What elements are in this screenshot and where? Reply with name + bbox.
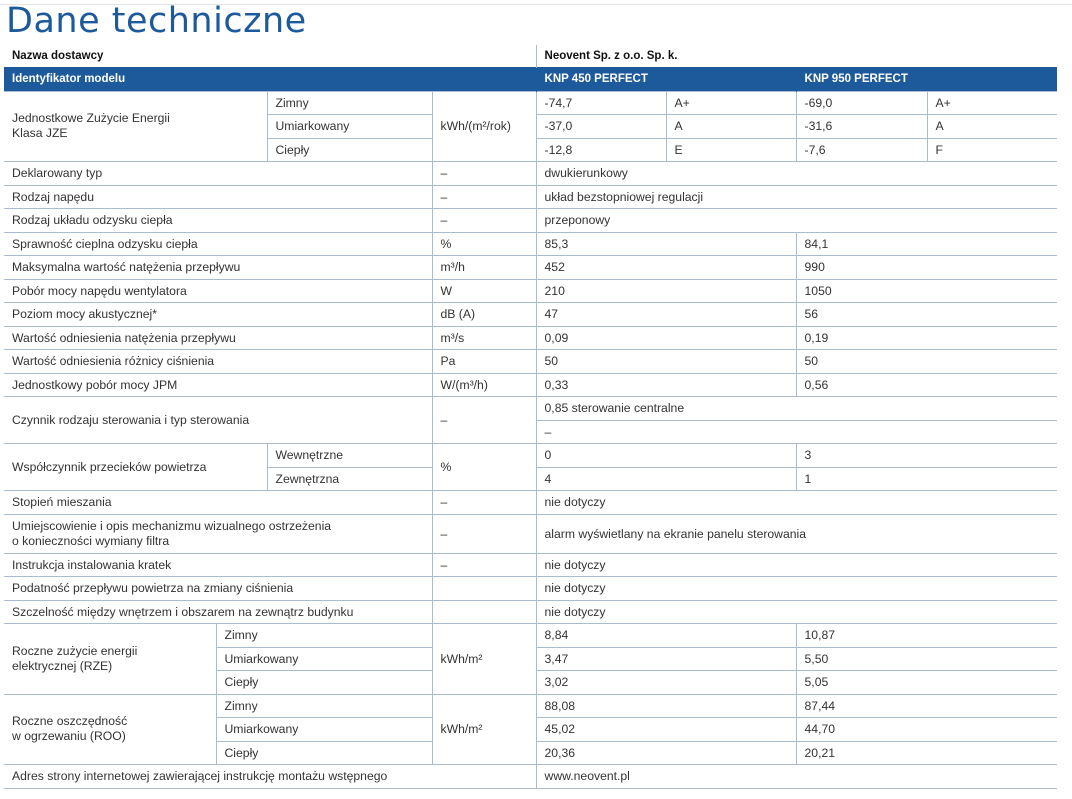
model-row <box>4 68 1057 92</box>
ahs-row <box>4 694 1057 718</box>
row-label: Pobór mocy napędu wentylatora <box>4 279 432 303</box>
declared-type-row <box>4 162 1057 186</box>
aec-value-model-2: 5,50 <box>796 647 1057 671</box>
ahs-label <box>4 694 216 765</box>
ahs-label-line2: w ogrzewaniu (ROO) <box>12 729 126 744</box>
website-value: www.neovent.pl <box>536 765 1057 789</box>
row-value-model-1: 0 <box>536 444 796 468</box>
sec-value: -12,8 <box>536 138 666 162</box>
technical-data-table <box>4 45 1057 789</box>
row-value-model-1: 50 <box>536 350 796 374</box>
aec-label-line1: Roczne zużycie energii <box>12 643 138 658</box>
row-label: Instrukcja instalowania kratek <box>4 553 432 577</box>
sec-class: E <box>666 138 796 162</box>
leakage-sublabel: Wewnętrzne <box>267 444 432 468</box>
aec-label <box>4 624 216 695</box>
ahs-value-model-1: 88,08 <box>536 694 796 718</box>
ahs-climate: Ciepły <box>216 741 432 765</box>
sec-climate: Umiarkowany <box>267 115 432 139</box>
row-value-model-1: 4 <box>536 467 796 491</box>
row-value: nie dotyczy <box>536 553 1057 577</box>
ahs-value-model-2: 87,44 <box>796 694 1057 718</box>
row-value-model-1: 210 <box>536 279 796 303</box>
sec-class: F <box>927 138 1057 162</box>
row-label: Poziom mocy akustycznej* <box>4 303 432 327</box>
spi-row <box>4 373 1057 397</box>
row-value-model-1: 85,3 <box>536 232 796 256</box>
aec-climate: Ciepły <box>216 671 432 695</box>
row-value-model-2: 3 <box>796 444 1057 468</box>
row-unit: W/(m³/h) <box>432 373 536 397</box>
row-unit: m³/h <box>432 256 536 280</box>
sec-value: -74,7 <box>536 91 666 115</box>
row-label: Maksymalna wartość natężenia przepływu <box>4 256 432 280</box>
row-value-model-1: 452 <box>536 256 796 280</box>
ref-pressure-row <box>4 350 1057 374</box>
row-label: Stopień mieszania <box>4 491 432 515</box>
model-2: KNP 950 PERFECT <box>796 68 1057 92</box>
row-value-model-2: 84,1 <box>796 232 1057 256</box>
aec-value-model-1: 3,47 <box>536 647 796 671</box>
row-unit: – <box>432 491 536 515</box>
ahs-value-model-2: 20,21 <box>796 741 1057 765</box>
row-value-model-2: 56 <box>796 303 1057 327</box>
row-value-model-1: 0,33 <box>536 373 796 397</box>
model-label: Identyfikator modelu <box>4 68 536 92</box>
website-label: Adres strony internetowej zawierającej instrukcję montażu wstępnego <box>4 765 536 789</box>
supplier-row <box>4 45 1057 68</box>
filter-warning-row <box>4 514 1057 553</box>
sec-label-line1: Jednostkowe Zużycie Energii <box>12 111 170 126</box>
website-row <box>4 765 1057 789</box>
sec-value: -37,0 <box>536 115 666 139</box>
row-label: Wartość odniesienia natężenia przepływu <box>4 326 432 350</box>
row-unit: – <box>432 185 536 209</box>
ahs-value-model-1: 45,02 <box>536 718 796 742</box>
row-label: Jednostkowy pobór mocy JPM <box>4 373 432 397</box>
grille-instruction-row <box>4 553 1057 577</box>
control-row <box>4 397 1057 421</box>
control-type-value: – <box>536 420 1057 444</box>
ahs-climate: Zimny <box>216 694 432 718</box>
row-label: Wartość odniesienia różnicy ciśnienia <box>4 350 432 374</box>
leakage-row <box>4 444 1057 468</box>
row-unit: – <box>432 397 536 444</box>
control-value: 0,85 sterowanie centralne <box>536 397 1057 421</box>
max-flow-row <box>4 256 1057 280</box>
aec-row <box>4 624 1057 648</box>
row-unit: – <box>432 553 536 577</box>
row-unit: % <box>432 232 536 256</box>
row-label-line1: Umiejscowienie i opis mechanizmu wizualnego ostrzeżenia <box>12 518 332 533</box>
sec-value: -69,0 <box>796 91 927 115</box>
mixing-row <box>4 491 1057 515</box>
row-unit: – <box>432 514 536 553</box>
leakage-sublabel: Zewnętrzna <box>267 467 432 491</box>
sec-climate: Zimny <box>267 91 432 115</box>
page-title: Dane techniczne <box>6 1 307 41</box>
row-value: alarm wyświetlany na ekranie panelu sterowania <box>536 514 1057 553</box>
row-unit: m³/s <box>432 326 536 350</box>
ahs-climate: Umiarkowany <box>216 718 432 742</box>
row-unit: W <box>432 279 536 303</box>
aec-value-model-1: 8,84 <box>536 624 796 648</box>
row-value-model-2: 1050 <box>796 279 1057 303</box>
row-label: Deklarowany typ <box>4 162 432 186</box>
row-label: Rodzaj napędu <box>4 185 432 209</box>
ahs-value-model-1: 20,36 <box>536 741 796 765</box>
row-value-model-1: 47 <box>536 303 796 327</box>
row-label <box>4 514 432 553</box>
sec-label-line2: Klasa JZE <box>12 126 68 141</box>
aec-value-model-2: 5,05 <box>796 671 1057 695</box>
aec-climate: Zimny <box>216 624 432 648</box>
row-value: przeponowy <box>536 209 1057 233</box>
row-value-model-2: 1 <box>796 467 1057 491</box>
sec-unit: kWh/(m²/rok) <box>432 91 536 162</box>
fan-power-row <box>4 279 1057 303</box>
row-unit: dB (A) <box>432 303 536 327</box>
row-label: Szczelność między wnętrzem i obszarem na zewnątrz budynku <box>4 600 432 624</box>
row-label: Rodzaj układu odzysku ciepła <box>4 209 432 233</box>
supplier-value: Neovent Sp. z o.o. Sp. k. <box>536 45 1057 68</box>
row-label: Czynnik rodzaju sterowania i typ sterowania <box>4 397 432 444</box>
row-label-line2: o konieczności wymiany filtra <box>12 533 170 548</box>
row-unit: – <box>432 209 536 233</box>
supplier-label: Nazwa dostawcy <box>12 50 104 62</box>
sec-label <box>4 91 267 162</box>
drive-type-row <box>4 185 1057 209</box>
row-unit <box>432 577 536 601</box>
sec-class: A <box>666 115 796 139</box>
sec-climate: Ciepły <box>267 138 432 162</box>
airtightness-row <box>4 600 1057 624</box>
row-value-model-2: 0,56 <box>796 373 1057 397</box>
aec-label-line2: elektrycznej (RZE) <box>12 658 113 673</box>
row-value: układ bezstopniowej regulacji <box>536 185 1057 209</box>
ref-flow-row <box>4 326 1057 350</box>
ahs-label-line1: Roczne oszczędność <box>12 714 128 729</box>
row-label: Współczynnik przecieków powietrza <box>4 444 267 491</box>
row-unit: – <box>432 162 536 186</box>
row-value-model-2: 990 <box>796 256 1057 280</box>
aec-unit: kWh/m² <box>432 624 536 695</box>
row-label: Sprawność cieplna odzysku ciepła <box>4 232 432 256</box>
sec-class: A <box>927 115 1057 139</box>
row-value-model-2: 50 <box>796 350 1057 374</box>
row-value: nie dotyczy <box>536 577 1057 601</box>
row-value: nie dotyczy <box>536 600 1057 624</box>
row-value-model-2: 0,19 <box>796 326 1057 350</box>
ahs-unit: kWh/m² <box>432 694 536 765</box>
sound-power-row <box>4 303 1057 327</box>
pressure-sensitivity-row <box>4 577 1057 601</box>
row-value: dwukierunkowy <box>536 162 1057 186</box>
row-value-model-1: 0,09 <box>536 326 796 350</box>
sec-value: -31,6 <box>796 115 927 139</box>
ahs-value-model-2: 44,70 <box>796 718 1057 742</box>
sec-class: A+ <box>927 91 1057 115</box>
sec-row <box>4 91 1057 115</box>
model-1: KNP 450 PERFECT <box>536 68 796 92</box>
aec-value-model-2: 10,87 <box>796 624 1057 648</box>
aec-climate: Umiarkowany <box>216 647 432 671</box>
heat-recovery-row <box>4 209 1057 233</box>
row-unit: Pa <box>432 350 536 374</box>
aec-value-model-1: 3,02 <box>536 671 796 695</box>
row-label: Podatność przepływu powietrza na zmiany ciśnienia <box>4 577 432 601</box>
row-value: nie dotyczy <box>536 491 1057 515</box>
sec-value: -7,6 <box>796 138 927 162</box>
row-unit <box>432 600 536 624</box>
thermal-efficiency-row <box>4 232 1057 256</box>
sec-class: A+ <box>666 91 796 115</box>
row-unit: % <box>432 444 536 491</box>
